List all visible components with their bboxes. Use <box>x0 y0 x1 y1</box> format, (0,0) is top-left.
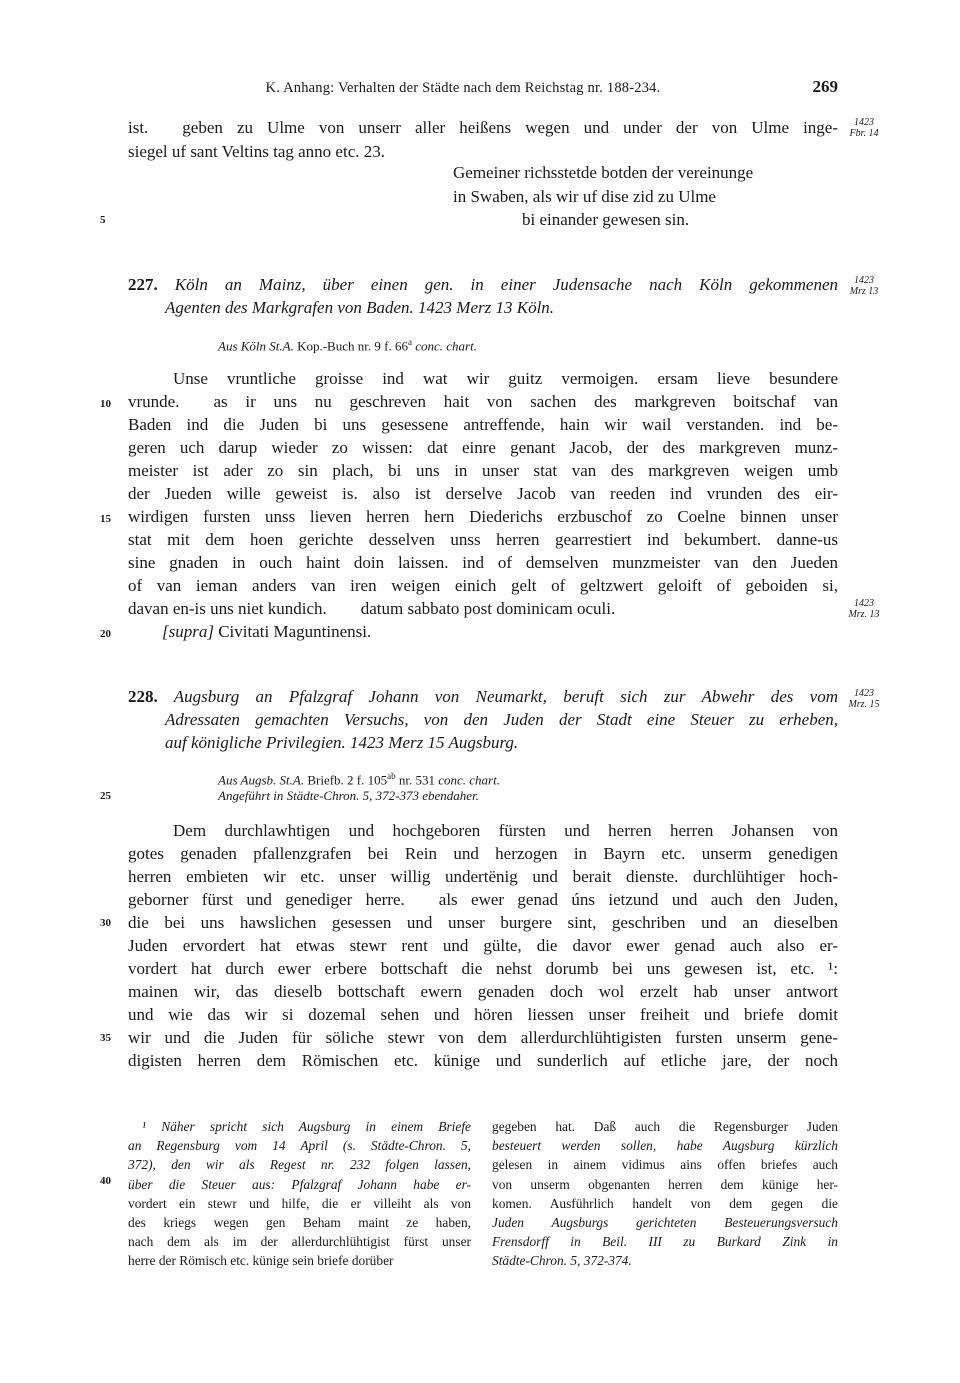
doc228-title-line3: auf königliche Privilegien. 1423 Merz 15 Augsburg. <box>165 733 519 752</box>
line-number: 5 <box>100 214 106 226</box>
line-number: 15 <box>100 513 111 525</box>
text-line: vrunde. as ir uns nu geschreven hait von sachen des markgreven boitschaf van <box>128 392 838 411</box>
supra-bracket: [supra] <box>162 622 214 641</box>
text-line: sine gnaden in ouch haint doin laissen. ind of demselven munzmeister van den Jueden <box>128 553 838 572</box>
margin-date-year: 1423 <box>854 275 874 286</box>
margin-date-year: 1423 <box>854 688 874 699</box>
text-line: of van ieman anders van iren weigen einich gelt of geltzwert geloift of geboiden si, <box>128 576 838 595</box>
text-line: vordert hat durch ewer erbere bottschaft die nehst dorumb bei uns gewesen ist, etc. ¹: <box>128 959 838 978</box>
footnote-line: gelesen in ainem vidimus ains offen briefes auch <box>492 1157 838 1173</box>
margin-date-year: 1423 <box>854 598 874 609</box>
text-line: geborner fürst und genediger herre. als ewer genad úns ietzund und auch den Juden, <box>128 890 838 909</box>
doc228-source2: Angeführt in Städte-Chron. 5, 372-373 ebendaher. <box>218 788 479 803</box>
doc227-source-archive: Aus Köln St.A. <box>218 338 294 354</box>
text-line: meister ist ader zo sin plach, bi uns in unser stat van des markgreven weigen umb <box>128 461 838 480</box>
text-line: Dem durchlawhtigen und hochgeboren fürsten und herren herren Johansen von <box>173 821 838 840</box>
text-line: ist. geben zu Ulme von unserr aller heißens wegen und under der von Ulme inge- <box>128 118 838 137</box>
text-line: bi einander gewesen sin. <box>522 210 690 229</box>
margin-date-day: Mrz 13 <box>849 286 879 297</box>
text-line: die bei uns hawslichen gesessen und unser burgere sint, geschriben und an dieselben <box>128 913 838 932</box>
margin-date <box>842 598 886 620</box>
doc228-source-nr: nr. 531 <box>395 772 439 788</box>
footnote-line: nach dem als im der allerdurchlühtigist fürst unser <box>128 1234 471 1250</box>
doc227-source-ref: Kop.-Buch nr. 9 f. 66 <box>293 338 408 354</box>
footnote-line: 372), den wir als Regest nr. 232 folgen lassen, <box>128 1157 471 1173</box>
footnote-line: komen. Ausführlich handelt von dem gegen die <box>492 1195 838 1211</box>
footnote-line: Juden Augsburgs gerichteten Besteuerungsversuch <box>492 1214 838 1230</box>
text-line: in Swaben, als wir uf dise zid zu Ulme <box>453 187 716 206</box>
doc227-title-line2: Agenten des Markgrafen von Baden. 1423 Merz 13 Köln. <box>165 298 555 317</box>
closing-address <box>162 621 371 643</box>
doc228-number: 228. <box>128 687 158 706</box>
text-line: Baden ind die Juden bi uns gesessene antreffende, hain wir wail verstanden. ind be- <box>128 415 838 434</box>
footnote-line: von unserm obgenanten herren dem künige her- <box>492 1176 838 1192</box>
doc228-source-type: conc. chart. <box>438 772 500 788</box>
line-number: 30 <box>100 917 111 929</box>
text-line: wir und die Juden für söliche stewr von dem allerdurchlühtigisten fursten unserm gene- <box>128 1028 838 1047</box>
running-head: K. Anhang: Verhalten der Städte nach dem Reichstag nr. 188-234. <box>265 80 661 96</box>
text-line: digisten herren dem Römischen etc. künige und sunderlich auf etliche jare, der noch <box>128 1051 838 1070</box>
margin-date-day: Mrz. 13 <box>848 609 880 620</box>
doc227-title-line1 <box>128 274 838 296</box>
margin-date-year: 1423 <box>854 117 874 128</box>
footnote-line: des kriegs wegen gen Beham maint ze haben, <box>128 1214 471 1230</box>
doc228-source-archive: Aus Augsb. St.A. <box>218 772 305 788</box>
line-number: 40 <box>100 1175 111 1187</box>
line-number: 35 <box>100 1032 111 1044</box>
footnote-line: über die Steuer aus: Pfalzgraf Johann habe er- <box>128 1176 471 1192</box>
text-line: Gemeiner richsstetde botden der vereinunge <box>453 163 754 182</box>
margin-date <box>842 688 886 710</box>
closing-address-text: Civitati Maguntinensi. <box>213 622 372 641</box>
margin-date-day: Fbr. 14 <box>849 128 879 139</box>
page-header <box>128 77 838 102</box>
text-line: stat mit dem hoen gerichte desselven unss herren gearrestiert ind bekumbert. danne-us <box>128 530 838 549</box>
footnote-line: herre der Römisch etc. künige sein briefe dorüber <box>128 1253 394 1269</box>
margin-date <box>842 275 886 297</box>
margin-date-day: Mrz. 15 <box>848 699 880 710</box>
doc228-title-text1: Augsburg an Pfalzgraf Johann von Neumarkt, beruft sich zur Abwehr des vom <box>173 687 838 706</box>
footnote-left-column <box>128 1117 471 1271</box>
text-line: herren embieten wir etc. unser willig undertënig und berait dienste. durchlühtiger hoch- <box>128 867 838 886</box>
text-line: geren uch darup wieder zo wissen: dat einre genant Jacob, der des markgreven munz- <box>128 438 838 457</box>
text-line: Juden ervordert hat etwas stewr rent und gülte, die davor ewer genad auch also er- <box>128 936 838 955</box>
footnote-line: an Regensburg vom 14 April (s. Städte-Chron. 5, <box>128 1138 471 1154</box>
doc227-number: 227. <box>128 275 158 294</box>
doc227-title-text1: Köln an Mainz, über einen gen. in einer Judensache nach Köln gekommenen <box>174 275 838 294</box>
footnote-line: gegeben hat. Daß auch die Regensburger Juden <box>492 1119 838 1134</box>
footnote-line: Frensdorff in Beil. III zu Burkard Zink in <box>492 1234 838 1250</box>
doc227-source-type: conc. chart. <box>411 338 477 354</box>
doc227-source-sup: a <box>407 337 412 347</box>
doc228-source-ref: Briefb. 2 f. 105 <box>304 772 388 788</box>
doc227-source <box>218 331 477 357</box>
text-line: der Jueden wille geweist is. also ist derselve Jacob van reeden ind vrunden des eir- <box>128 484 838 503</box>
text-line: Unse vruntliche groisse ind wat wir guitz vermoigen. ersam lieve besundere <box>173 369 838 388</box>
footnote-line: besteuert werden sollen, habe Augsburg kürzlich <box>492 1138 838 1154</box>
footnote-line: Städte-Chron. 5, 372-374. <box>492 1253 632 1269</box>
margin-date <box>842 117 886 139</box>
text-line: mainen wir, das dieselb bottschaft ewern genaden doch wol erzelt hab unser antwort <box>128 982 838 1001</box>
line-number: 20 <box>100 628 111 640</box>
footnote-line: vordert ein stewr und hilfe, die er villeiht als von <box>128 1195 471 1211</box>
text-line: davan en-is uns niet kundich. datum sabbato post dominicam oculi. <box>128 599 616 618</box>
doc228-title-line2: Adressaten gemachten Versuchs, von den Juden der Stadt eine Steuer zu erheben, <box>165 710 838 729</box>
page-number: 269 <box>812 77 838 96</box>
line-number: 10 <box>100 398 111 410</box>
text-line: und wie das wir si dozemal sehen und hören liessen unser freiheit und briefe domit <box>128 1005 838 1024</box>
line-number: 25 <box>100 790 111 802</box>
footnote-right-column <box>492 1117 838 1271</box>
text-line: gotes genaden pfallenzgrafen bei Rein und herzogen in Bayrn etc. unserm genedigen <box>128 844 838 863</box>
text-line: wirdigen fursten unss lieven herren hern Diederichs erzbuschof zo Coelne binnen unser <box>128 507 838 526</box>
text-line: siegel uf sant Veltins tag anno etc. 23. <box>128 142 385 161</box>
doc228-title-line1 <box>128 686 838 708</box>
footnote-line: ¹ Näher spricht sich Augsburg in einem Briefe <box>142 1119 471 1134</box>
doc228-source-sup: ab <box>387 771 396 781</box>
